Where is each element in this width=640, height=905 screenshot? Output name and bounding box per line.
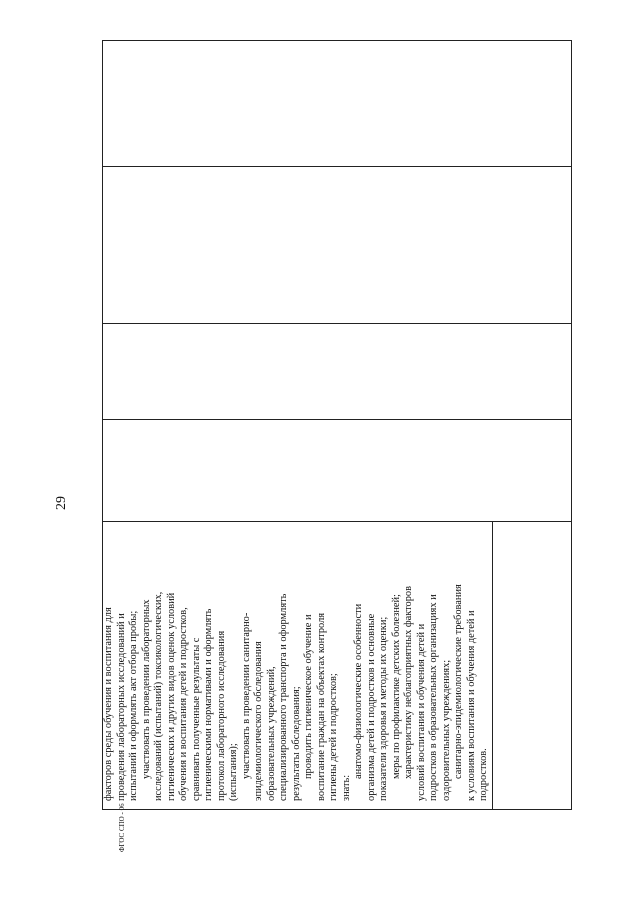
cell-text-line: гигиеническими нормативами и оформлять <box>203 608 214 801</box>
cell-text-line: воспитание граждан на объектах контроля <box>315 612 327 801</box>
competency-description-cell <box>103 523 573 801</box>
cell-text-line: испытаний и оформлять акт отбора пробы; <box>128 610 139 801</box>
cell-text-line: гигиенических и других видов оценок условий <box>165 592 177 801</box>
cell-text-line: характеристику неблагоприятных факторов <box>403 585 414 779</box>
cell-text-line: проведения лабораторных исследований и <box>115 613 127 801</box>
cell-text-line: показатели здоровья и методы их оценки; <box>378 616 389 801</box>
cell-text-line: условий воспитания и обучения детей и <box>415 623 427 801</box>
page-number: 29 <box>54 496 69 510</box>
document-code: ФГОС СПО - 06 <box>118 803 126 852</box>
cell-text-line: к условиям воспитания и обучения детей и <box>465 610 477 801</box>
cell-text-line: участвовать в проведении санитарно- <box>240 612 252 779</box>
column-divider <box>103 166 571 167</box>
cell-text-line: анатомо-физиологические особенности <box>353 603 364 779</box>
cell-text-line: эпидемиологического обследования <box>253 641 264 801</box>
cell-text-line: проводить гигиеническое обучение и <box>303 614 314 779</box>
cell-text-line: (испытания); <box>228 743 239 801</box>
cell-text-line: санитарно-эпидемиологические требования <box>453 584 464 779</box>
cell-text-line: подростков в образовательных организациях и <box>428 594 439 801</box>
cell-text-line: знать: <box>340 774 352 801</box>
column-divider <box>103 323 571 324</box>
cell-text-line: специализированного транспорта и оформлять <box>278 593 289 801</box>
cell-text-line: гигиены детей и подростков; <box>328 673 339 801</box>
cell-text-line: организма детей и подростков и основные <box>365 613 377 801</box>
cell-text-line: результаты обследования; <box>290 686 302 801</box>
cell-text-line: исследований (испытаний) токсикологических, <box>153 591 164 801</box>
cell-text-line: образовательных учреждений, <box>265 666 277 801</box>
cell-text-line: сравнивать полученные результаты с <box>190 637 202 801</box>
curriculum-table <box>102 40 572 810</box>
cell-text-line: факторов среды обучения и воспитания для <box>103 607 114 801</box>
cell-text-line: участвовать в проведении лабораторных <box>140 599 152 779</box>
cell-text-line: обучения и воспитания детей и подростков, <box>178 607 189 801</box>
cell-text-line: меры по профилактике детских болезней; <box>390 594 402 779</box>
cell-text-line: оздоровительных учреждениях; <box>440 659 452 801</box>
cell-text-line: протокол лабораторного исследования <box>215 630 227 801</box>
column-divider <box>103 521 571 522</box>
rotated-page <box>54 40 572 852</box>
cell-text-line: подростков. <box>478 748 489 801</box>
column-divider <box>103 419 571 420</box>
